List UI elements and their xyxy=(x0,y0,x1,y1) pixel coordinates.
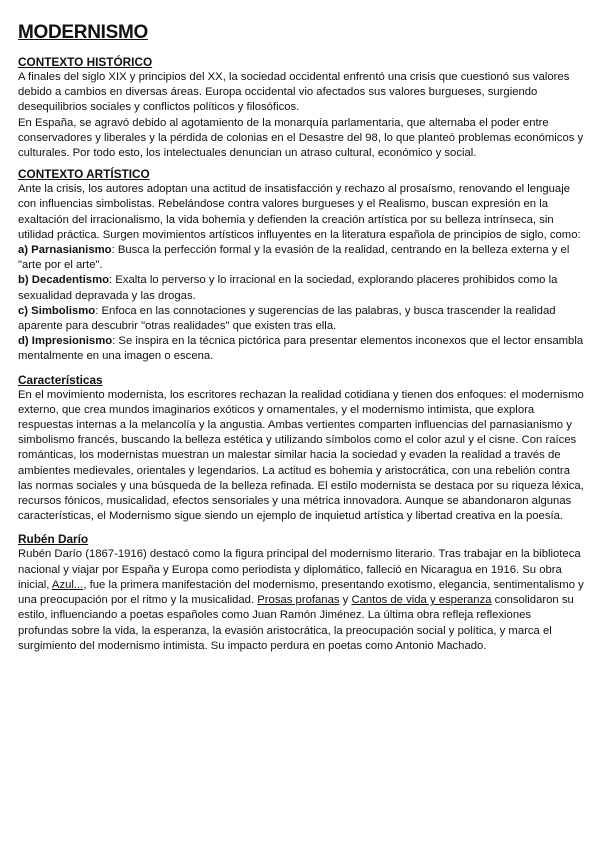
list-item-decadentismo xyxy=(18,273,584,303)
section-contexto-artistico xyxy=(18,167,584,364)
heading-ruben-dario: Rubén Darío xyxy=(18,532,89,547)
page-title: MODERNISMO xyxy=(18,22,149,43)
dario-text-2: , fue la primera manifestación del modernismo, presentando exotismo, elegancia, sentimentalismo y una preocupación por el ritmo y la musicalidad. xyxy=(18,578,584,607)
item-text: : Se inspira en la técnica pictórica para presentar elementos inconexos que el lector ensambla mentalmente en una imagen o escena. xyxy=(18,335,584,363)
heading-contexto-historico: CONTEXTO HISTÓRICO xyxy=(18,55,153,69)
document-page xyxy=(18,22,584,660)
section-caracteristicas xyxy=(18,373,584,525)
paragraph-historico-1: A finales del siglo XIX y principios del XX, la sociedad occidental enfrentó una crisis que cuestionó sus valores debido a cambios en diversas áreas. Europa occidental vio afectados sus valores burgueses, surgiendo desequilibrios sociales y conflictos políticos y filosóficos. xyxy=(18,71,570,114)
paragraph-historico-2: En España, se agravó debido al agotamiento de la monarquía parlamentaria, que alternaba el poder entre conservadores y liberales y la pérdida de colonias en el Desastre del 98, lo que planteó problemas económicos y culturales. Por todo esto, los intelectuales denuncian un atraso cultural, económico y social. xyxy=(18,116,584,160)
section-ruben-dario xyxy=(18,532,584,653)
item-label: b) Decadentismo xyxy=(18,274,110,287)
paragraph-ruben-dario xyxy=(18,547,584,653)
list-item-parnasianismo xyxy=(18,243,584,273)
work-title-prosas-profanas: Prosas profanas xyxy=(257,594,340,607)
dario-text-3: y xyxy=(339,594,352,607)
item-text: : Exalta lo perverso y lo irracional en la sociedad, explorando placeres prohibidos como la sexualidad depravada y las drogas. xyxy=(18,274,558,302)
paragraph-caracteristicas: En el movimiento modernista, los escritores rechazan la realidad cotidiana y tienen dos enfoques: el modernismo externo, que crea mundos imaginarios exóticos y ornamentales, y el modernismo intimista, que explora respuestas internas a la melancolía y la angustia. Ambas vertientes comparten influencias del parnasianismo y simbolismo francés, buscando la belleza estética y utilizando símbolos como el color azul y el cisne. Con raíces románticas, los modernistas muestran un malestar similar hacia la sociedad y evaden la realidad a través de ambientes medievales, orientales y legendarios. La actitud es bohemia y aristocrática, con una rebelión contra las normas sociales y una búsqueda de la belleza refinada. El estilo modernista se destaca por su riqueza léxica, recursos fónicos, musicalidad, efectos sensoriales y una métrica innovadora. Aunque se abandonaron algunas características, el Modernismo sigue siendo un ejemplo de inquietud artística y libertad creativa en la poesía. xyxy=(18,388,584,523)
dario-text-1: Rubén Darío (1867-1916) destacó como la figura principal del modernismo literario. Tras trabajar en la biblioteca nacional y viajar por España y Europa como periodista y diplomático, falleció en Nicaragua en 1916. Su obra inicial, xyxy=(18,548,581,591)
section-contexto-historico xyxy=(18,55,584,161)
list-item-impresionismo xyxy=(18,334,584,364)
heading-contexto-artistico: CONTEXTO ARTÍSTICO xyxy=(18,167,150,182)
item-label: a) Parnasianismo xyxy=(18,244,112,257)
item-label: c) Simbolismo xyxy=(18,304,96,317)
paragraph-artistico-intro: Ante la crisis, los autores adoptan una actitud de insatisfacción y rechazo al prosaísmo, renovando el lenguaje con influencias simbolistas. Rebelándose contra valores burgueses y el Realismo, buscan expresión en la exaltación del irracionalismo, la vida bohemia y defienden la creación artística por su belleza intrínseca, sin utilidad práctica. Surgen movimientos artísticos influyentes en la literatura española de principios de siglo, como: xyxy=(18,183,581,241)
heading-caracteristicas: Características xyxy=(18,372,103,387)
work-title-cantos: Cantos de vida y esperanza xyxy=(351,594,492,607)
item-text: : Busca la perfección formal y la evasión de la realidad, centrando en la belleza externa y el "arte por el arte". xyxy=(18,244,570,272)
dario-text-4: consolidaron su estilo, influenciando a poetas españoles como Juan Ramón Jiménez. La última obra refleja reflexiones profundas sobre la vida, la esperanza, la evasión aristocrática, la preocupación social y política, y marca el surgimiento del modernismo intimista. Su impacto perdura en poetas como Antonio Machado. xyxy=(18,594,574,652)
item-label: d) Impresionismo xyxy=(18,335,113,348)
work-title-azul: Azul... xyxy=(51,578,84,591)
item-text: : Enfoca en las connotaciones y sugerencias de las palabras, y busca trascender la realidad aparente para descubrir "otras realidades" que existen tras ella. xyxy=(18,304,556,333)
list-item-simbolismo xyxy=(18,304,584,334)
